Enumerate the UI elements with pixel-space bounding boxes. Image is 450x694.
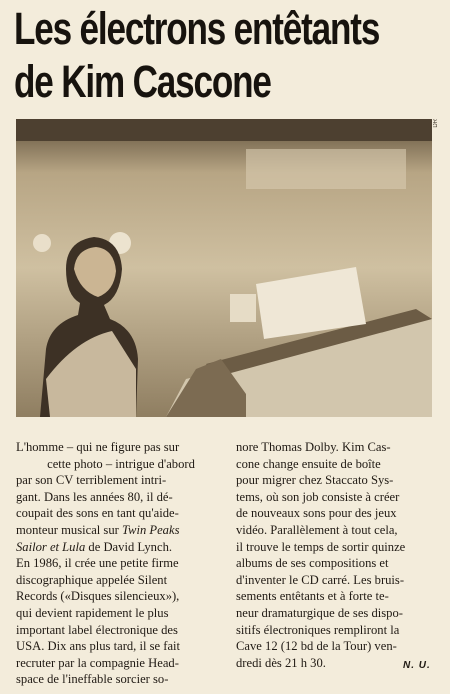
article-line: albums de ses compositions et xyxy=(236,556,389,571)
article-line: monteur musical sur Twin Peaks xyxy=(16,522,180,537)
article-line: En 1986, il crée une petite firme xyxy=(16,556,179,571)
article-line: pour migrer chez Staccato Sys- xyxy=(236,473,394,488)
article-line: qui devient rapidement le plus xyxy=(16,605,169,620)
film-title-twin-peaks: Twin Peaks xyxy=(121,522,180,537)
article-line: neur dramaturgique de ses dispo- xyxy=(236,605,403,620)
article-line: tems, où son job consiste à créer xyxy=(236,489,400,504)
article-line: Cave 12 (12 bd de la Tour) ven- xyxy=(236,639,397,654)
article-line: coupait des sons en tant qu'aide- xyxy=(16,506,179,521)
article-line: nore Thomas Dolby. Kim Cas- xyxy=(236,440,391,454)
article-line: sitifs électroniques rempliront la xyxy=(236,622,400,637)
article-line: Sailor et Lula de David Lynch. xyxy=(16,539,173,554)
article-line: cette photo – intrigue d'abord xyxy=(47,456,195,471)
article-line: il trouve le temps de sortir quinze xyxy=(236,539,406,554)
article-line: vidéo. Parallèlement à tout cela, xyxy=(236,522,398,537)
photo-illustration xyxy=(16,119,432,417)
headline-line-1: Les électrons entêtants xyxy=(14,3,380,54)
headline-line-2: de Kim Cascone xyxy=(14,56,271,107)
article-line: d'inventer le CD carré. Les bruis- xyxy=(236,572,405,587)
article-column-1 xyxy=(16,439,226,688)
photo-credit: DR xyxy=(433,119,439,128)
article-line: L'homme – qui ne figure pas sur xyxy=(16,440,180,454)
article-column-2 xyxy=(236,439,432,671)
article-line: recruter par la compagnie Head- xyxy=(16,655,179,670)
article-line: space de l'ineffable sorcier so- xyxy=(16,672,169,687)
article-line: important label électronique des xyxy=(16,622,178,637)
article-line: sements entêtants et à forte te- xyxy=(236,589,389,604)
article-line: Records («Disques silencieux»), xyxy=(16,589,180,604)
article-line: USA. Dix ans plus tard, il se fait xyxy=(16,639,181,654)
film-title-sailor-lula: Sailor et Lula xyxy=(16,539,86,554)
article-line: gant. Dans les années 80, il dé- xyxy=(16,489,173,504)
wall-light-left xyxy=(33,234,51,252)
headline xyxy=(14,2,380,108)
article-line: par son CV terriblement intri- xyxy=(16,473,167,488)
article-line: de nouveaux sons pour des jeux xyxy=(236,506,397,521)
author-signature: N. U. xyxy=(403,660,431,671)
article-line: dredi dès 21 h 30. xyxy=(236,655,326,670)
article-line: cone change ensuite de boîte xyxy=(236,456,381,471)
article-line: discographique appelée Silent xyxy=(16,572,168,587)
article-photo xyxy=(16,119,432,417)
